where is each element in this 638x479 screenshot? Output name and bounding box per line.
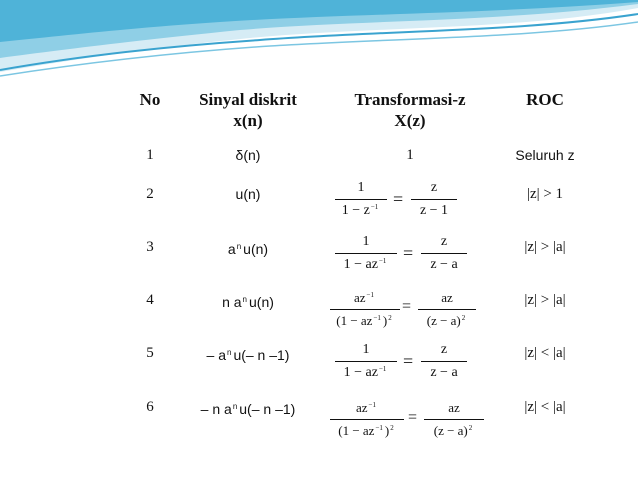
row-6-roc: |z| < |a| bbox=[524, 399, 566, 415]
row-4-transform bbox=[330, 290, 490, 334]
header-signal bbox=[178, 89, 318, 131]
row-5-rhs-denominator: z − a bbox=[430, 365, 458, 380]
row-2-transform bbox=[335, 180, 485, 220]
row-4-lhs-numerator: $az^{-1}$ bbox=[354, 290, 374, 305]
row-2-roc: |z| > 1 bbox=[526, 186, 564, 202]
row-5-rhs-bar bbox=[421, 361, 467, 362]
row-4-signal: n $a^n$ u(n) bbox=[222, 294, 274, 310]
row-6-lhs-fraction bbox=[330, 400, 404, 439]
header-no: No bbox=[139, 90, 161, 109]
row-6-rhs-bar bbox=[424, 419, 484, 420]
row-4-lhs-bar bbox=[330, 309, 400, 310]
row-5-lhs-denominator: $1 - az^{-1}$ bbox=[343, 365, 387, 380]
row-5-signal: – $a^n$ u(– n –1) bbox=[206, 347, 290, 363]
row-3-no: 3 bbox=[146, 239, 154, 255]
row-3-rhs-denominator: z − a bbox=[430, 257, 458, 272]
row-3-lhs-fraction bbox=[335, 234, 397, 273]
row-5-no: 5 bbox=[146, 345, 154, 361]
row-6-lhs-bar bbox=[330, 419, 404, 420]
row-6-rhs-denominator: $(z - a)^2$ bbox=[433, 423, 473, 438]
row-3-signal: $a^n$ u(n) bbox=[227, 241, 269, 257]
row-3-rhs-fraction bbox=[421, 234, 467, 273]
header-signal-line2: x(n) bbox=[233, 111, 263, 130]
row-2-no: 2 bbox=[146, 186, 154, 202]
row-5-transform bbox=[335, 342, 485, 382]
row-5-lhs-fraction bbox=[335, 342, 397, 381]
row-5-lhs-bar bbox=[335, 361, 397, 362]
row-2-rhs-bar bbox=[411, 199, 457, 200]
row-2-lhs-numerator: 1 bbox=[357, 180, 365, 195]
row-6-lhs-denominator: ($1 - az^{-1}$ )$^2$ bbox=[338, 423, 394, 438]
row-1-no: 1 bbox=[146, 147, 154, 163]
row-6-lhs-numerator: $az^{-1}$ bbox=[356, 400, 376, 415]
row-4-rhs-fraction bbox=[418, 290, 476, 329]
row-3-lhs-bar bbox=[335, 253, 397, 254]
row-6-rhs-fraction bbox=[424, 400, 484, 439]
header-transform bbox=[335, 89, 485, 131]
row-1-transform: 1 bbox=[406, 147, 414, 163]
row-5-rhs-numerator: z bbox=[440, 342, 448, 357]
row-2-rhs-numerator: z bbox=[430, 180, 438, 195]
row-5-roc: |z| < |a| bbox=[524, 345, 566, 361]
row-3-equals: = bbox=[403, 243, 414, 263]
row-4-lhs-denominator: ($1 - az^{-1}$ )$^2$ bbox=[336, 313, 392, 328]
row-2-signal: u(n) bbox=[235, 186, 261, 202]
row-6-signal: – n $a^n$ u(– n –1) bbox=[200, 401, 296, 417]
row-4-roc: |z| > |a| bbox=[524, 292, 566, 308]
row-5-rhs-fraction bbox=[421, 342, 467, 381]
header-roc: ROC bbox=[526, 90, 564, 109]
row-2-lhs-fraction bbox=[335, 180, 387, 219]
row-4-rhs-denominator: $(z - a)^2$ bbox=[426, 313, 466, 328]
header-wave-decoration bbox=[0, 0, 638, 80]
row-5-lhs-numerator: 1 bbox=[362, 342, 370, 357]
row-2-equals: = bbox=[393, 189, 404, 209]
row-4-rhs-numerator: az bbox=[441, 290, 453, 305]
row-5-equals: = bbox=[403, 351, 414, 371]
row-6-rhs-numerator: az bbox=[448, 400, 460, 415]
row-4-rhs-bar bbox=[418, 309, 476, 310]
row-1-roc: Seluruh z bbox=[515, 147, 575, 163]
row-6-equals: = bbox=[408, 409, 418, 426]
row-3-lhs-numerator: 1 bbox=[362, 234, 370, 249]
row-3-transform bbox=[335, 234, 485, 274]
row-1-signal: δ(n) bbox=[235, 147, 261, 163]
header-signal-line1: Sinyal diskrit bbox=[199, 90, 297, 109]
row-6-no: 6 bbox=[146, 399, 154, 415]
row-3-rhs-bar bbox=[421, 253, 467, 254]
row-4-equals: = bbox=[402, 298, 412, 315]
row-4-lhs-fraction bbox=[330, 290, 400, 329]
row-3-lhs-denominator: $1 - az^{-1}$ bbox=[343, 257, 387, 272]
row-2-lhs-denominator: $1 - z^{-1}$ bbox=[341, 203, 379, 218]
header-transform-line2: X(z) bbox=[394, 111, 426, 130]
row-4-no: 4 bbox=[146, 292, 154, 308]
header-transform-line1: Transformasi-z bbox=[354, 90, 466, 109]
row-6-transform bbox=[330, 400, 490, 446]
row-2-rhs-denominator: z − 1 bbox=[419, 203, 449, 218]
row-2-lhs-bar bbox=[335, 199, 387, 200]
row-3-roc: |z| > |a| bbox=[524, 239, 566, 255]
row-2-rhs-fraction bbox=[411, 180, 457, 219]
row-3-rhs-numerator: z bbox=[440, 234, 448, 249]
